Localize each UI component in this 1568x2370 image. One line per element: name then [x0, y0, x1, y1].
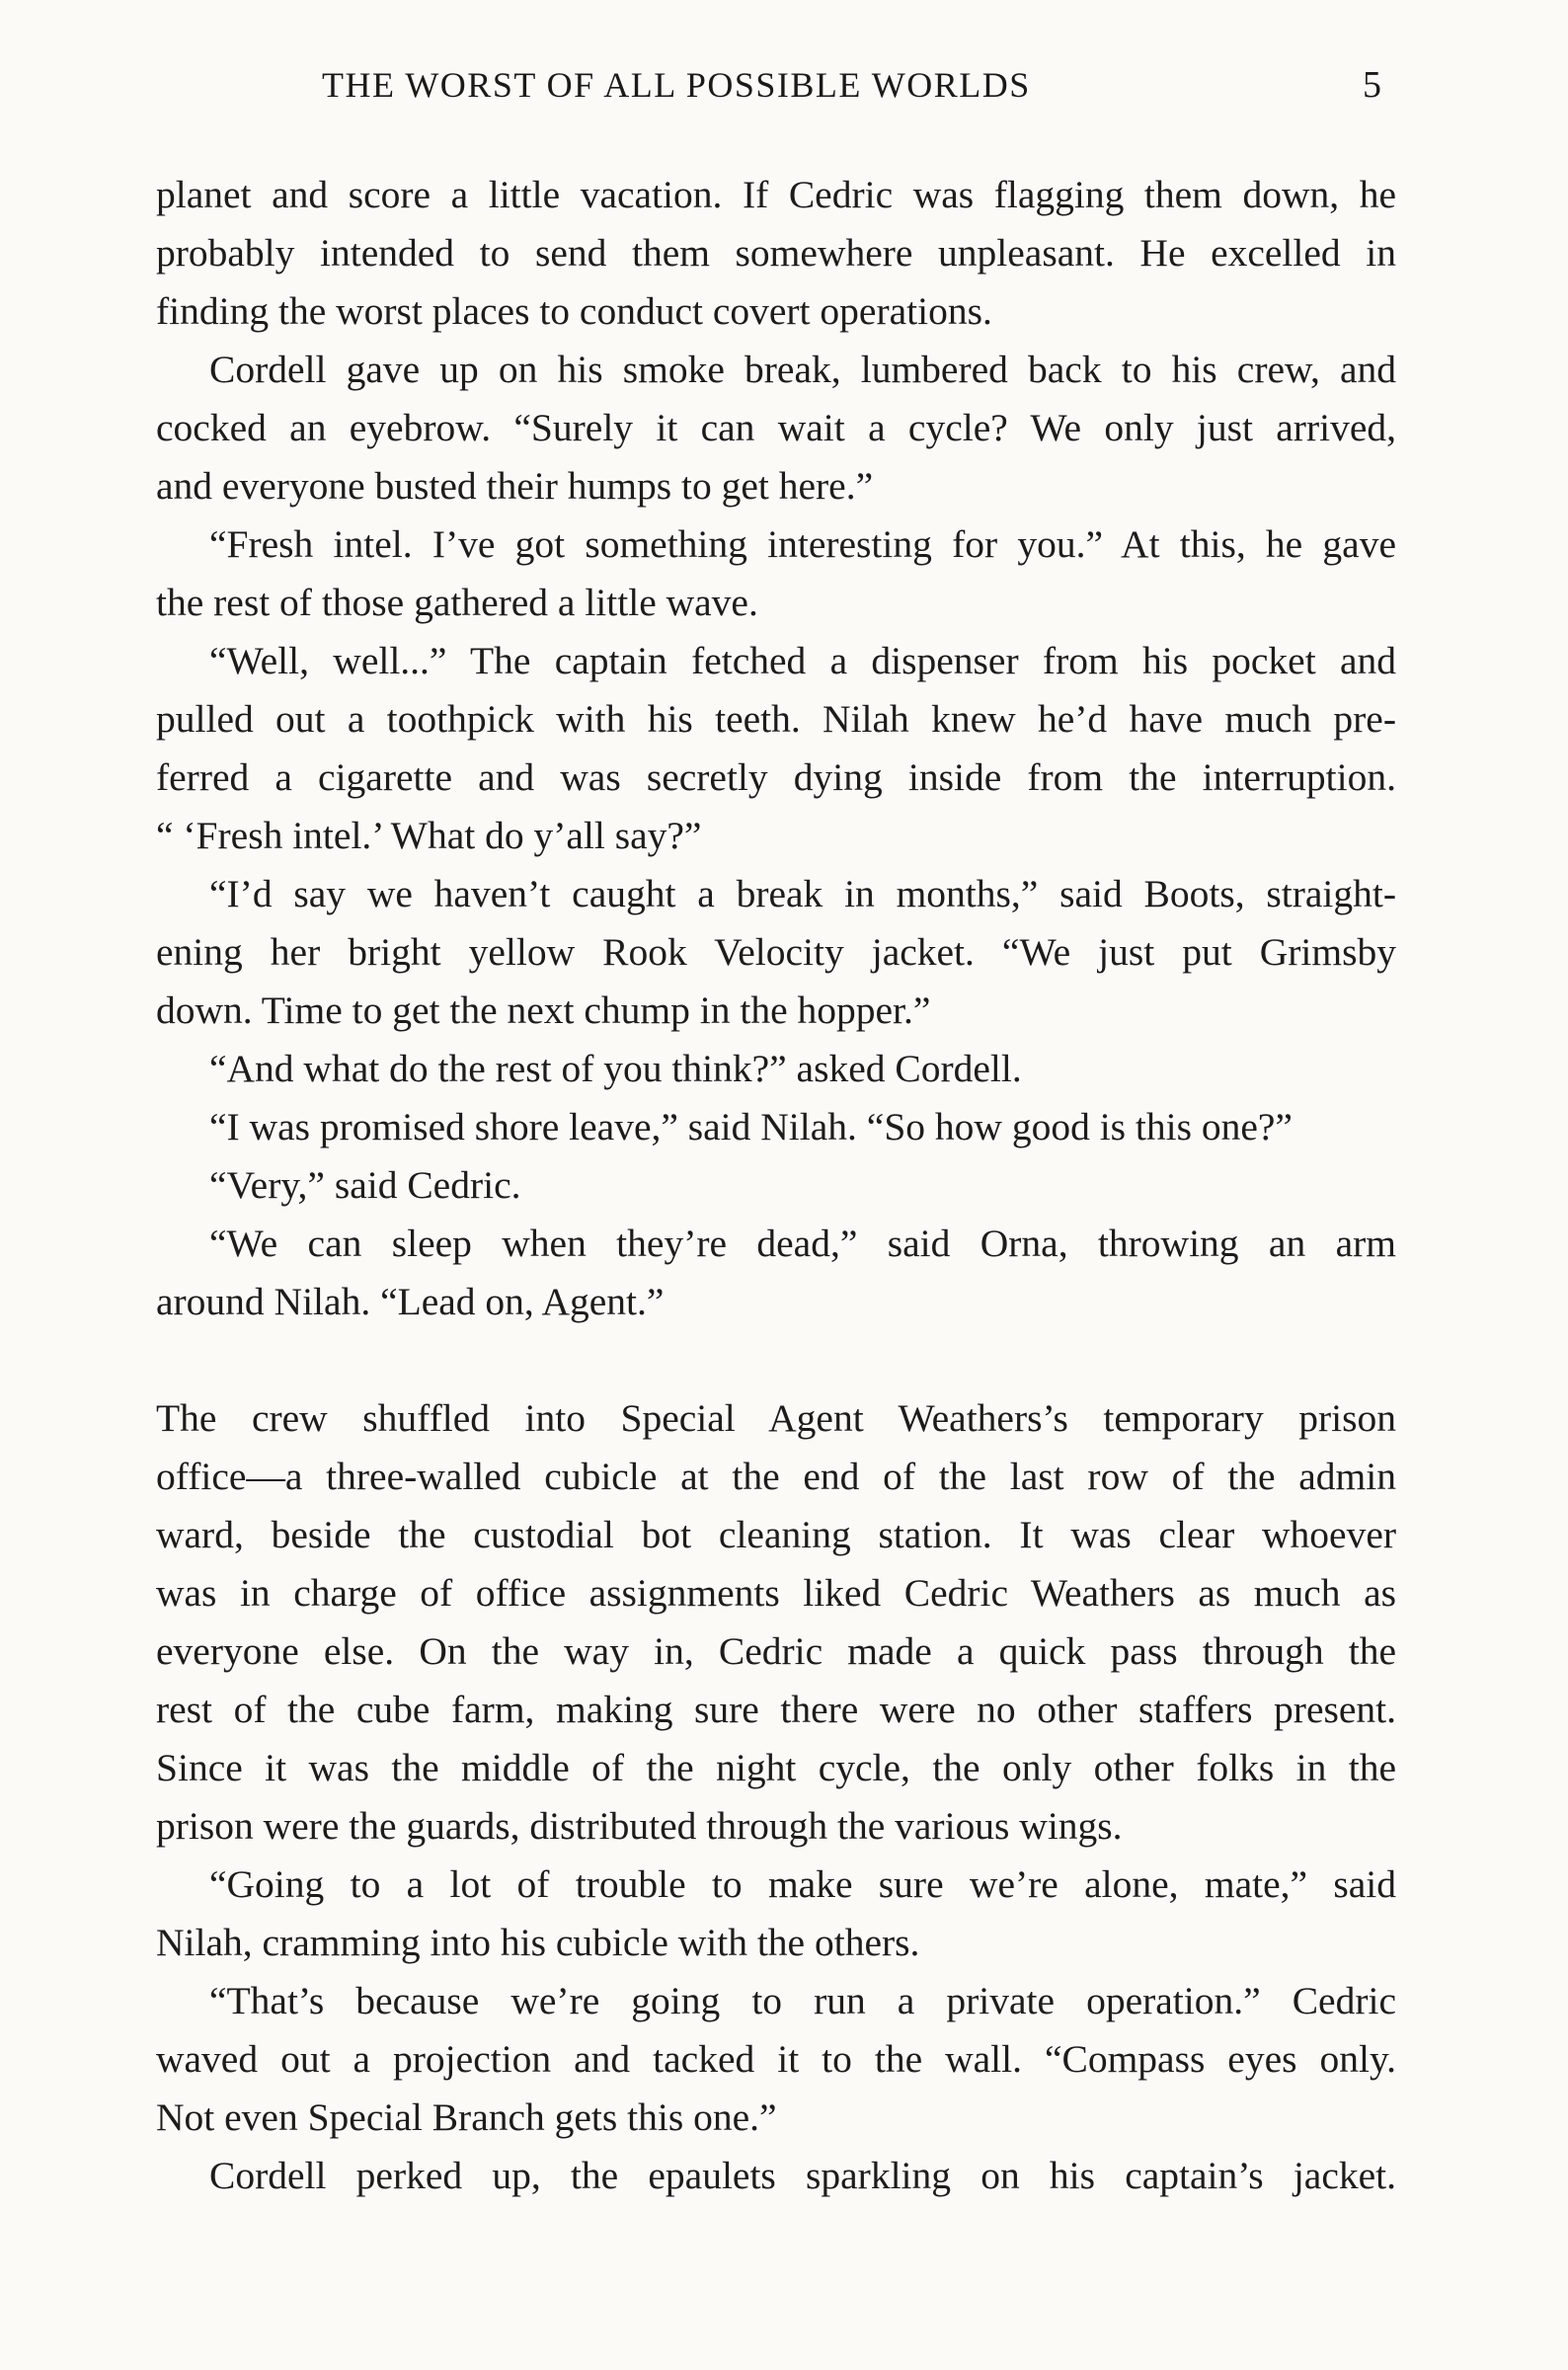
text-line: pulled out a toothpick with his teeth. Nilah knew he’d have much pre-: [156, 697, 1396, 741]
text-line: “I’d say we haven’t caught a break in months,” said Boots, straight-: [209, 872, 1396, 915]
text-line: rest of the cube farm, making sure there were no other staffers present.: [156, 1688, 1396, 1731]
text-line: “Well, well...” The captain fetched a dispenser from his pocket and: [209, 639, 1396, 682]
text-line: Cordell perked up, the epaulets sparkling on his captain’s jacket.: [209, 2154, 1396, 2197]
text-line: “Going to a lot of trouble to make sure we’re alone, mate,” said: [209, 1862, 1396, 1906]
text-line: prison were the guards, distributed through the various wings.: [156, 1804, 1123, 1848]
text-line: was in charge of office assignments liked Cedric Weathers as much as: [156, 1571, 1396, 1615]
text-line: “That’s because we’re going to run a private operation.” Cedric: [209, 1979, 1396, 2022]
page-number: 5: [1363, 64, 1381, 106]
text-line: “ ‘Fresh intel.’ What do y’all say?”: [156, 814, 702, 857]
text-line: down. Time to get the next chump in the hopper.”: [156, 988, 931, 1032]
text-line: ening her bright yellow Rook Velocity jacket. “We just put Grimsby: [156, 930, 1396, 974]
text-line: “Fresh intel. I’ve got something interesting for you.” At this, he gave: [209, 522, 1396, 566]
text-line: Since it was the middle of the night cycle, the only other folks in the: [156, 1746, 1396, 1789]
body-text: [156, 166, 1396, 2205]
text-line: “We can sleep when they’re dead,” said Orna, throwing an arm: [209, 1222, 1396, 1265]
text-line: Cordell gave up on his smoke break, lumbered back to his crew, and: [209, 348, 1396, 391]
text-line: planet and score a little vacation. If Cedric was flagging them down, he: [156, 173, 1396, 216]
text-line: office—a three-walled cubicle at the end of the last row of the admin: [156, 1455, 1396, 1498]
text-line: waved out a projection and tacked it to the wall. “Compass eyes only.: [156, 2037, 1396, 2081]
text-line: and everyone busted their humps to get here.”: [156, 464, 874, 508]
text-line: The crew shuffled into Special Agent Weathers’s temporary prison: [156, 1396, 1396, 1440]
text-line: everyone else. On the way in, Cedric made a quick pass through the: [156, 1629, 1396, 1673]
running-head-title: THE WORST OF ALL POSSIBLE WORLDS: [322, 65, 1031, 105]
text-line: “I was promised shore leave,” said Nilah. “So how good is this one?”: [209, 1105, 1293, 1148]
text-line: “And what do the rest of you think?” asked Cordell.: [209, 1047, 1022, 1090]
text-line: Not even Special Branch gets this one.”: [156, 2095, 777, 2139]
section-break: [156, 1331, 1396, 1389]
text-line: ward, beside the custodial bot cleaning station. It was clear whoever: [156, 1513, 1396, 1556]
text-line: Nilah, cramming into his cubicle with the others.: [156, 1921, 920, 1964]
text-line: around Nilah. “Lead on, Agent.”: [156, 1280, 665, 1323]
text-line: ferred a cigarette and was secretly dying inside from the interruption.: [156, 755, 1396, 799]
text-line: finding the worst places to conduct covert operations.: [156, 289, 992, 333]
text-line: “Very,” said Cedric.: [209, 1163, 521, 1207]
text-line: cocked an eyebrow. “Surely it can wait a cycle? We only just arrived,: [156, 406, 1396, 449]
text-line: probably intended to send them somewhere unpleasant. He excelled in: [156, 231, 1396, 275]
text-line: the rest of those gathered a little wave.: [156, 581, 758, 624]
